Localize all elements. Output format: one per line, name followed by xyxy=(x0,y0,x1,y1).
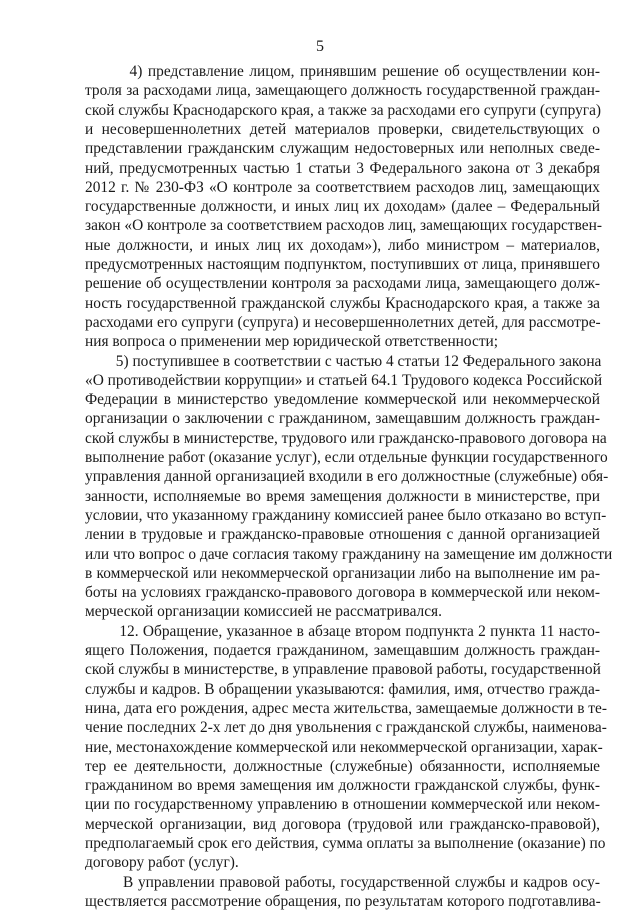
text-line: 2012 г. № 230-ФЗ «О контроле за соответствием расходов лиц, замещающих xyxy=(85,178,600,196)
text-line: В управлении правовой работы, государственной службы и кадров осу- xyxy=(85,873,600,891)
text-line: организации о заключении с гражданином, замещавшим должность граждан- xyxy=(85,410,600,428)
text-line: боты на условиях гражданско-правового договора в коммерческой или неком- xyxy=(85,584,600,602)
text-line: гражданином во время замещения им должности гражданской службы, функ- xyxy=(85,777,600,795)
text-line: договору работ (услуг). xyxy=(85,854,239,872)
text-line: ществляется рассмотрение обращения, по результатам которого подготавлива- xyxy=(85,892,601,910)
text-line: мерческой организации, вид договора (трудовой или гражданско-правовой), xyxy=(85,815,600,833)
text-line: мерческой организации комиссией не рассматривался. xyxy=(85,603,442,621)
text-line: закон «О контроле за соответствием расходов лиц, замещающих государствен- xyxy=(85,217,602,235)
text-line: предусмотренных настоящим подпунктом, поступивших от лица, принявшего xyxy=(85,256,600,273)
text-line: ции по государственному управлению в отношении коммерческой или неком- xyxy=(85,796,600,814)
text-line: ние, местонахождение коммерческой или некоммерческой организации, харак- xyxy=(85,738,603,756)
text-line: ний, предусмотренных частью 1 статьи 3 Федерального закона от 3 декабря xyxy=(85,159,600,177)
text-line: решение об осуществлении контроля за расходами лица, замещающего долж- xyxy=(85,275,600,293)
text-line: 4) представление лицом, принявшим решение об осуществлении кон- xyxy=(85,63,600,80)
text-line: лении в трудовые и гражданско-правовые отношения с данной организацией xyxy=(85,526,600,544)
text-line: ской службы Краснодарского края, а также за расходами его супруги (супруга) xyxy=(85,101,602,119)
text-line: ящего Положения, подается гражданином, замещавшим должность граждан- xyxy=(85,642,600,659)
text-line: выполнение работ (оказание услуг), если отдельные функции государственного xyxy=(85,449,608,466)
text-line: ской службы в министерстве, трудового или гражданско-правового договора на xyxy=(85,429,607,447)
text-line: «О противодействии коррупции» и статьей 64.1 Трудового кодекса Российской xyxy=(85,371,603,389)
text-line: управления данной организацией входили в его должностные (служебные) обя- xyxy=(85,468,609,486)
text-line: чение последних 2-х лет до дня увольнения с гражданской службы, наименова- xyxy=(85,719,607,737)
page-number: 5 xyxy=(316,38,324,55)
text-line: ния вопроса о применении мер юридической ответственности; xyxy=(85,333,499,351)
text-line: расходами его супруги (супруга) и несовершеннолетних детей, для рассмотре- xyxy=(85,313,601,331)
text-line: предполагаемый срок его действия, сумма оплаты за выполнение (оказание) по xyxy=(85,835,606,852)
text-line: троля за расходами лица, замещающего должность государственной граждан- xyxy=(85,82,600,100)
text-line: и несовершеннолетних детей материалов проверки, свидетельствующих о xyxy=(85,120,600,138)
text-line: в коммерческой или некоммерческой организации либо на выполнение им ра- xyxy=(85,564,600,582)
text-line: нина, дата его рождения, адрес места жительства, замещаемые должности в те- xyxy=(85,699,607,717)
text-line: ные должности, и иных лиц их доходам»), либо министром – материалов, xyxy=(85,236,600,254)
text-line: представлении гражданским служащим недостоверных или неполных сведе- xyxy=(85,140,600,158)
text-line: или что вопрос о даче согласия такому гражданину на замещение им должности xyxy=(85,545,613,563)
text-line: ность государственной гражданской службы Краснодарского края, а также за xyxy=(85,294,600,312)
text-line: Федерации в министерство уведомление коммерческой или некоммерческой xyxy=(85,391,600,409)
text-line: ской службы в министерстве, в управление правовой работы, государственной xyxy=(85,661,601,679)
text-line: государственные должности, и иных лиц их доходам» (далее – Федеральный xyxy=(85,198,600,216)
text-line: тер ее деятельности, должностные (служебные) обязанности, исполняемые xyxy=(85,757,600,775)
text-line: 12. Обращение, указанное в абзаце втором подпункта 2 пункта 11 насто- xyxy=(85,622,600,640)
text-line: занности, исполняемые во время замещения должности в министерстве, при xyxy=(85,487,600,505)
text-line: условии, что указанному гражданину комиссией ранее было отказано во вступ- xyxy=(85,506,607,524)
text-line: 5) поступившее в соответствии с частью 4 статьи 12 Федерального закона xyxy=(85,352,602,370)
text-line: службы и кадров. В обращении указываются: фамилия, имя, отчество гражда- xyxy=(85,680,600,698)
